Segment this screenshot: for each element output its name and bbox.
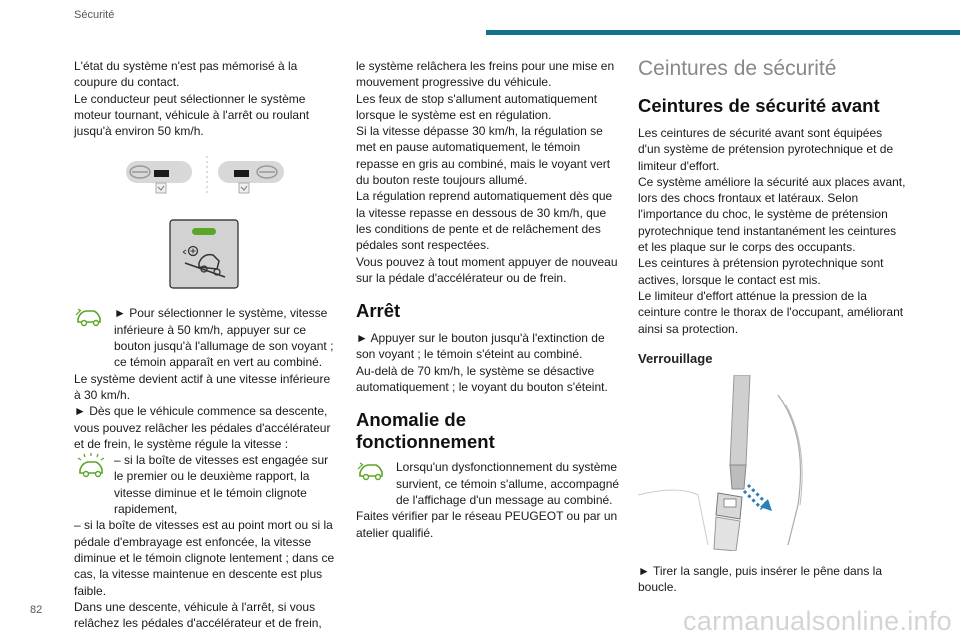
pictogram-paragraph bbox=[356, 459, 622, 508]
paragraph: Ce système améliore la sécurité aux places avant, lors des chocs frontaux et latéraux. Selon l'importance du choc, le système de prétension pyrotechnique tend instantanément les ceintures et les plaque sur le corps des occupants. bbox=[638, 174, 906, 255]
paragraph: – si la boîte de vitesses est au point mort ou si la pédale d'embrayage est enfoncée, la vitesse diminue et le témoin clignote lentement ; dans ce cas, la vitesse maintenue en descente est plus faible. bbox=[74, 518, 335, 598]
paragraph: L'état du système n'est pas mémorisé à la coupure du contact. bbox=[74, 59, 298, 90]
paragraph: Dans une descente, véhicule à l'arrêt, si vous relâchez les pédales d'accélérateur et de frein, bbox=[74, 599, 322, 631]
column-1 bbox=[74, 58, 340, 631]
paragraph: Au-delà de 70 km/h, le système se désactive automatiquement ; le voyant du bouton s'éteint. bbox=[356, 363, 608, 395]
paragraph: Faites vérifier par le réseau PEUGEOT ou par un atelier qualifié. bbox=[356, 509, 618, 540]
paragraph: Lorsqu'un dysfonctionnement du système survient, ce témoin s'allume, accompagné de l'affichage d'un message au combiné. bbox=[396, 460, 620, 507]
paragraph: Le système devient actif à une vitesse inférieure à 30 km/h. bbox=[74, 371, 331, 402]
figure-seatbelt-lock bbox=[638, 375, 814, 551]
column-2 bbox=[356, 58, 622, 541]
paragraph: – si la boîte de vitesses est engagée sur le premier ou le deuxième rapport, la vitesse diminue et le témoin clignote rapidement, bbox=[114, 453, 329, 517]
paragraph: Le conducteur peut sélectionner le système moteur tournant, véhicule à l'arrêt ou roulant jusqu'à environ 50 km/h. bbox=[74, 91, 310, 139]
paragraph: Les feux de stop s'allument automatiquement lorsque le système est en régulation. bbox=[356, 91, 598, 122]
paragraph: Les ceintures de sécurité avant sont équipées d'un système de prétension pyrotechnique et de limiteur d'effort. bbox=[638, 126, 894, 173]
paragraph: ► Tirer la sangle, puis insérer le pêne dans la boucle. bbox=[638, 563, 883, 595]
paragraph: ► Appuyer sur le bouton jusqu'à l'extinction de son voyant ; le témoin s'éteint au combiné. bbox=[356, 331, 605, 362]
paragraph: ► Pour sélectionner le système, vitesse inférieure à 50 km/h, appuyer sur ce bouton jusqu'à l'allumage de son voyant ; ce témoin apparaît en vert au combiné. bbox=[114, 306, 334, 370]
hdc-button-icon bbox=[169, 219, 239, 289]
heading-anomalie-line2: fonctionnement bbox=[356, 431, 495, 453]
page-number: 82 bbox=[30, 604, 43, 616]
header-section-title: Sécurité bbox=[74, 9, 115, 21]
paragraph: Vous pouvez à tout moment appuyer de nouveau sur la pédale d'accélérateur ou de frein. bbox=[356, 254, 618, 285]
header-accent-rule bbox=[486, 30, 960, 35]
car-pictogram-icon bbox=[356, 459, 388, 481]
heading-verrouillage: Verrouillage bbox=[638, 350, 713, 366]
watermark: carmanualsonline.info bbox=[683, 606, 952, 636]
paragraph: Les ceintures à prétension pyrotechnique sont actives, lorsque le contact est mis. bbox=[638, 256, 884, 287]
figure-hdc-button bbox=[169, 219, 239, 289]
paragraph: La régulation reprend automatiquement dès que la vitesse repasse en dessous de 30 km/h, que les conditions de pente et de relâchement des pédales sont respectées. bbox=[356, 189, 613, 253]
paragraph: ► Dès que le véhicule commence sa descente, vous pouvez relâcher les pédales d'accélérateur et de frein, le système régule la vitesse : bbox=[74, 404, 331, 451]
figure-hill-descent-switches bbox=[74, 156, 340, 202]
paragraph: Si la vitesse dépasse 30 km/h, la régulation se met en pause automatiquement, le témoin repasse en gris au combiné, mais le voyant vert du bouton reste toujours allumé. bbox=[356, 124, 611, 188]
paragraph: Le limiteur d'effort atténue la pression de la ceinture contre le thorax de l'occupant, améliorant ainsi sa protection. bbox=[638, 288, 904, 336]
heading-arret: Arrêt bbox=[356, 300, 401, 322]
heading-ceintures-avant: Ceintures de sécurité avant bbox=[638, 95, 880, 116]
heading-ceintures: Ceintures de sécurité bbox=[638, 57, 837, 80]
seatbelt-illustration bbox=[638, 375, 814, 551]
switches-illustration bbox=[74, 156, 340, 202]
column-3 bbox=[638, 56, 906, 595]
car-pictogram-icon bbox=[74, 305, 106, 327]
pictogram-paragraph bbox=[74, 305, 340, 370]
blinking-car-pictogram-icon bbox=[74, 452, 106, 478]
heading-anomalie-line1: Anomalie de bbox=[356, 409, 466, 431]
paragraph: le système relâchera les freins pour une mise en mouvement progressive du véhicule. bbox=[356, 59, 615, 90]
pictogram-paragraph bbox=[74, 452, 340, 517]
